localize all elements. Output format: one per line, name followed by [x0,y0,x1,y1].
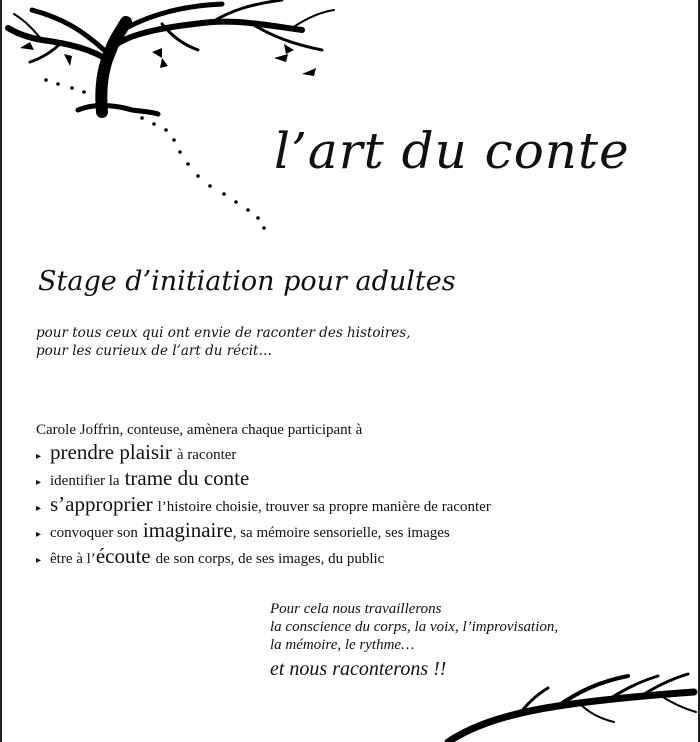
item-emphasis: s’approprier [50,492,153,516]
list-item [36,440,676,466]
objectives-list [36,440,676,570]
closing-line: Pour cela nous travaillerons [270,601,442,617]
list-item [36,492,676,518]
closing-text [270,600,558,678]
branch-illustration [438,672,698,742]
item-emphasis: prendre plaisir [50,440,172,464]
tree-illustration [2,0,342,240]
item-emphasis: imaginaire [142,518,233,542]
item-emphasis: écoute [95,544,151,568]
list-item [36,466,676,492]
list-item [36,544,676,570]
item-emphasis: trame du conte [124,466,250,490]
closing-final: et nous raconterons !! [270,658,447,680]
bullet-icon: ▸ [36,529,42,540]
bullet-icon: ▸ [36,555,42,566]
closing-line: la mémoire, le rythme… [270,637,415,653]
intro-line: pour les curieux de l’art du récit… [36,343,272,359]
item-text: de son corps, de ses images, du public [155,551,385,567]
item-text: , sa mémoire sensorielle, ses images [232,525,450,541]
item-pre: identifier la [50,473,120,489]
page-subtitle: Stage d’initiation pour adultes [38,266,456,297]
bullet-icon: ▸ [36,477,42,488]
item-text: l’histoire choisie, trouver sa propre manière de raconter [157,499,491,515]
item-text: à raconter [176,447,237,463]
list-item [36,518,676,544]
bullet-icon: ▸ [36,503,42,514]
intro-text [36,324,411,360]
lead-sentence: Carole Joffrin, conteuse, amènera chaque participant à [36,422,363,438]
item-pre: convoquer son [50,525,138,541]
page-title: l’art du conte [274,122,630,180]
bullet-icon: ▸ [36,451,42,462]
closing-line: la conscience du corps, la voix, l’improvisation, [270,619,559,635]
intro-line: pour tous ceux qui ont envie de raconter des histoires, [36,325,411,341]
item-pre: être à l’ [50,551,96,567]
